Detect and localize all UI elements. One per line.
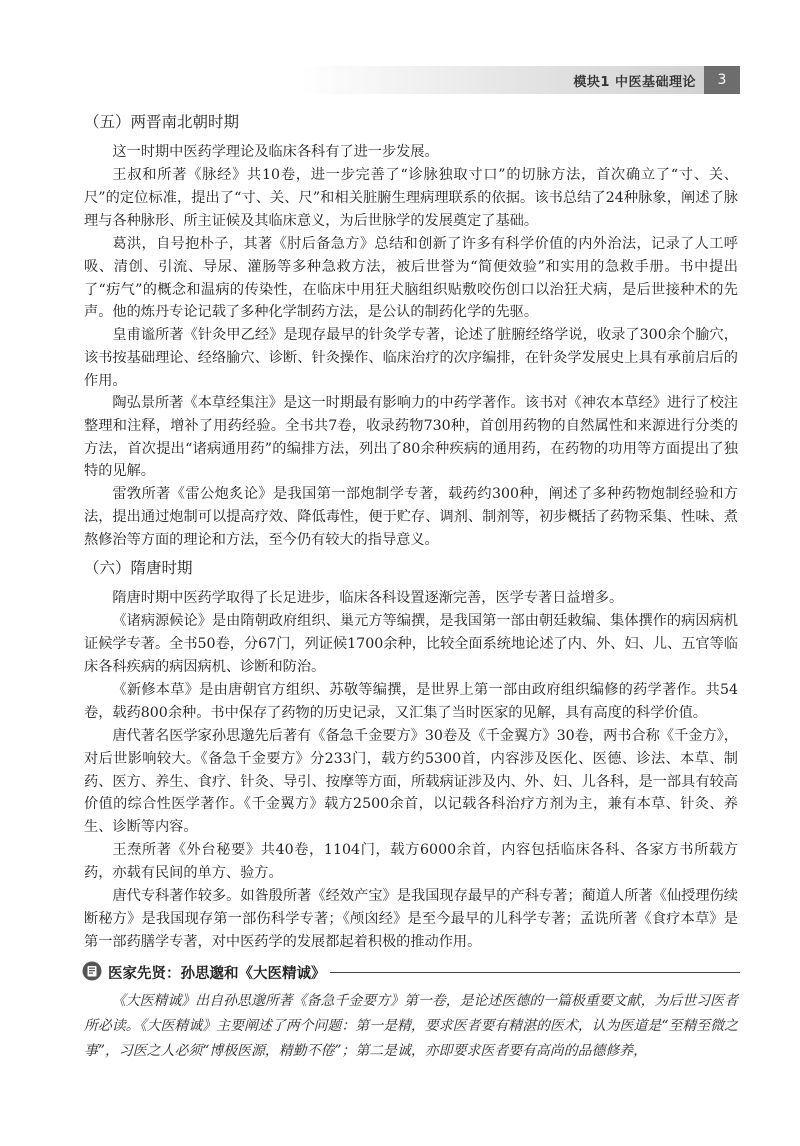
- paragraph: 《诸病源候论》是由隋朝政府组织、巢元方等编撰，是我国第一部由朝廷敕编、集体撰作的病因病机证候学专著。全书50卷，分67门，列证候1700余种，比较全面系统地论述了内、外、妇、儿、五官等临床各科疾病的病因病机、诊断和防治。: [84, 613, 738, 675]
- page-number: 3: [704, 66, 740, 94]
- paragraph: 唐代著名医学家孙思邈先后著有《备急千金要方》30卷及《千金翼方》30卷，两书合称《千金方》，对后世影响较大。《备急千金要方》分233门，载方约5300首，内容涉及医化、医德、诊法、本草、制药、医方、养生、食疗、针灸、导引、按摩等方面，所载病证涉及内、外、妇、儿各科，是一部具有较高价值的综合性医学著作。《千金翼方》载方2500余首，以记载各科治疗方剂为主，兼有本草、针灸、养生、诊断等内容。: [84, 728, 738, 836]
- sidebar-rule: [330, 972, 740, 973]
- paragraph: 王叔和所著《脉经》共10卷，进一步完善了“诊脉独取寸口”的切脉方法，首次确立了“寸、关、尺”的定位标准，提出了“寸、关、尺”和相关脏腑生理病理联系的依据。该书总结了24种脉象，阐述了脉理与各种脉形、所主证候及其临床意义，为后世脉学的发展奠定了基础。: [84, 167, 738, 229]
- paragraph: 唐代专科著作较多。如昝殷所著《经效产宝》是我国现存最早的产科专著；蔺道人所著《仙授理伤续断秘方》是我国现存第一部伤科学专著；《颅囟经》是至今最早的儿科学专著；孟诜所著《食疗本草》是第一部药膳学专著，对中医药学的发展都起着积极的推动作用。: [84, 888, 738, 950]
- paragraph: 王焘所著《外台秘要》共40卷，1104门，载方6000余首，内容包括临床各科、各家方书所载方药，亦载有民间的单方、验方。: [84, 842, 738, 881]
- paragraph: 陶弘景所著《本草经集注》是这一时期最有影响力的中药学著作。该书对《神农本草经》进行了校注整理和注释，增补了用药经验。全书共7卷，收录药物730种，首创用药物的自然属性和来源进行分类的方法，首次提出“诸病通用药”的编排方法，列出了80余种疾病的通用药，在药物的功用等方面提出了独特的见解。: [84, 395, 738, 480]
- paragraph: 《新修本草》是由唐朝官方组织、苏敬等编撰，是世界上第一部由政府组织编修的药学著作。共54卷，载药800余种。书中保存了药物的历史记录，又汇集了当时医家的见解，具有高度的科学价值。: [84, 682, 738, 721]
- paragraph: 皇甫谧所著《针灸甲乙经》是现存最早的针灸学专著，论述了脏腑经络学说，收录了300余个腧穴，该书按基础理论、经络腧穴、诊断、针灸操作、临床治疗的次序编排，在针灸学发展史上具有承前启后的作用。: [84, 327, 738, 389]
- module-title: 模块1 中医基础理论: [573, 75, 696, 90]
- section-heading-sui-tang: （六）隋唐时期: [84, 559, 193, 577]
- paragraph: 雷敩所著《雷公炮炙论》是我国第一部炮制学专著，载药约300种，阐述了多种药物炮制经验和方法，提出通过炮制可以提高疗效、降低毒性，便于贮存、调剂、制剂等，初步概括了药物采集、性味、煮熬修治等方面的理论和方法，至今仍有较大的指导意义。: [84, 486, 738, 548]
- sidebar-header: [82, 960, 740, 984]
- sidebar-text: 《大医精诚》出自孙思邈所著《备急千金要方》第一卷，是论述医德的一篇极重要文献，为后世习医者所必读。《大医精诚》主要阐述了两个问题：第一是精，要求医者要有精湛的医术，认为医道是“至精至微之事”，习医之人必须“博极医源，精勤不倦”；第二是诚，亦即要求医者要有高尚的品德修养，: [84, 993, 738, 1059]
- page-header: [0, 66, 800, 94]
- paragraph: 隋唐时期中医药学取得了长足进步，临床各科设置逐渐完善，医学专著日益增多。: [112, 590, 624, 606]
- book-icon: [82, 961, 102, 981]
- paragraph: 葛洪，自号抱朴子，其著《肘后备急方》总结和创新了许多有科学价值的内外治法，记录了人工呼吸、清创、引流、导尿、灌肠等多种急救方法，被后世誉为“简便效验”和实用的急救手册。书中提出了“疠气”的概念和温病的传染性，在临床中用狂犬脑组织贴敷咬伤创口以治狂犬病，是后世接种术的先声。他的炼丹专论记载了多种化学制药方法，是公认的制药化学的先驱。: [84, 236, 738, 321]
- sidebar-title: 医家先贤：孙思邈和《大医精诚》: [108, 966, 326, 982]
- section-heading-jin-north-south: （五）两晋南北朝时期: [84, 113, 240, 131]
- paragraph: 这一时期中医药学理论及临床各科有了进一步发展。: [112, 144, 439, 160]
